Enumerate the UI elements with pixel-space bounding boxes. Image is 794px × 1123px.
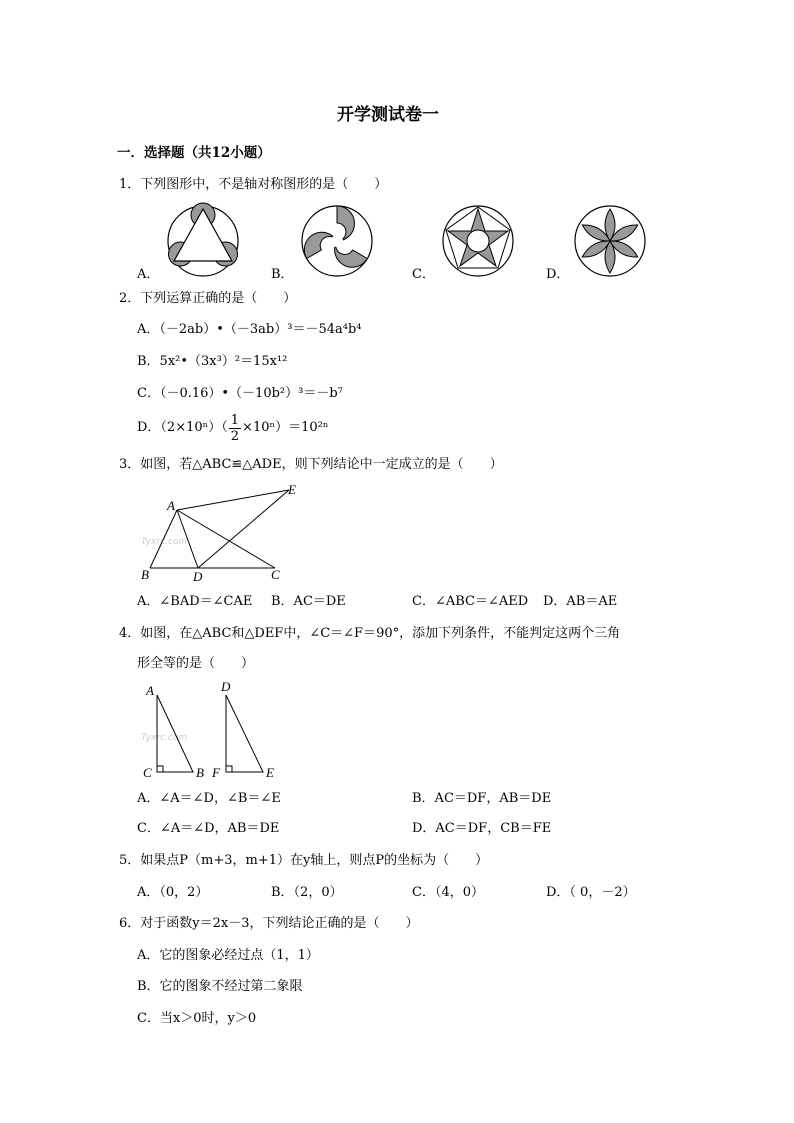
- fraction-numerator: 1: [230, 413, 240, 428]
- label-c: C: [143, 765, 152, 780]
- q2-option-a: A．（－2ab）•（－3ab）³＝－54a⁴b⁴: [137, 322, 362, 337]
- q4-option-a: A．∠A＝∠D，∠B＝∠E: [137, 791, 281, 806]
- question-2-stem: 2．下列运算正确的是（ ）: [119, 291, 297, 306]
- q2-option-b: B．5x²•（3x³）²＝15x¹²: [137, 354, 288, 369]
- label-a: A: [146, 683, 154, 698]
- question-6-stem: 6．对于函数y＝2x－3，下列结论正确的是（ ）: [119, 916, 419, 931]
- question-3-stem: 3．如图，若△ABC≌△ADE，则下列结论中一定成立的是（ ）: [119, 457, 503, 472]
- label-b: B: [141, 567, 149, 582]
- q3-triangle-figure: [135, 480, 310, 585]
- q1-figure-b: [299, 203, 375, 279]
- question-5-stem: 5．如果点P（m+3，m+1）在y轴上，则点P的坐标为（ ）: [119, 853, 489, 868]
- question-1-stem: 1．下列图形中，不是轴对称图形的是（ ）: [119, 177, 388, 192]
- fraction: [229, 413, 241, 444]
- q5-option-c: C．（4，0）: [412, 885, 484, 900]
- q4-right-triangles-figure: [135, 678, 285, 783]
- question-4-stem-line2: 形全等的是（ ）: [137, 656, 255, 671]
- label-e: E: [288, 482, 296, 497]
- fraction-denominator: 2: [230, 429, 240, 444]
- q3-option-c: C．∠ABC＝∠AED: [412, 594, 529, 609]
- page-title: 开学测试卷一: [337, 105, 439, 125]
- q1-figure-a: [165, 203, 241, 279]
- q4-option-b: B．AC＝DF，AB＝DE: [412, 791, 552, 806]
- label-e: E: [266, 765, 274, 780]
- label-d: D: [221, 679, 231, 694]
- q6-option-b: B．它的图象不经过第二象限: [137, 979, 303, 994]
- q1-option-d: D．: [546, 267, 570, 282]
- label-f: F: [212, 765, 220, 780]
- watermark: Tyxrc.com: [141, 537, 188, 547]
- q2-option-d-prefix: D．（2×10ⁿ）（: [137, 420, 228, 435]
- q5-option-d: D．（ 0，－2）: [546, 885, 636, 900]
- q4-option-c: C．∠A＝∠D，AB＝DE: [137, 821, 280, 836]
- q6-option-c: C．当x＞0时，y＞0: [137, 1011, 257, 1026]
- watermark: Tyxrc.com: [141, 733, 188, 743]
- q1-option-a: A．: [137, 267, 160, 282]
- q3-option-a: A．∠BAD＝∠CAE: [137, 594, 253, 609]
- label-c: C: [271, 567, 280, 582]
- question-4-stem-line1: 4．如图，在△ABC和△DEF中，∠C＝∠F＝90°，添加下列条件，不能判定这两个三角: [119, 626, 621, 641]
- label-b: B: [196, 765, 204, 780]
- q4-option-d: D．AC＝DF，CB＝FE: [412, 821, 552, 836]
- q1-figure-c: [440, 203, 516, 279]
- q5-option-a: A．（0，2）: [137, 885, 209, 900]
- q2-option-d: [137, 413, 328, 447]
- q3-option-d: D．AB＝AE: [543, 594, 618, 609]
- section-heading: 一．选择题（共12小题）: [117, 145, 271, 161]
- q1-option-b: B．: [271, 267, 294, 282]
- q2-option-c: C．（－0.16）•（－10b²）³＝－b⁷: [137, 386, 343, 401]
- label-a: A: [167, 498, 175, 513]
- label-d: D: [193, 569, 203, 584]
- q3-option-b: B．AC＝DE: [271, 594, 346, 609]
- q6-option-a: A．它的图象必经过点（1，1）: [137, 948, 319, 963]
- q2-option-d-suffix: ×10ⁿ）＝10²ⁿ: [242, 420, 329, 435]
- q1-option-c: C．: [412, 267, 435, 282]
- q5-option-b: B．（2，0）: [271, 885, 343, 900]
- q1-figure-d: [572, 203, 648, 279]
